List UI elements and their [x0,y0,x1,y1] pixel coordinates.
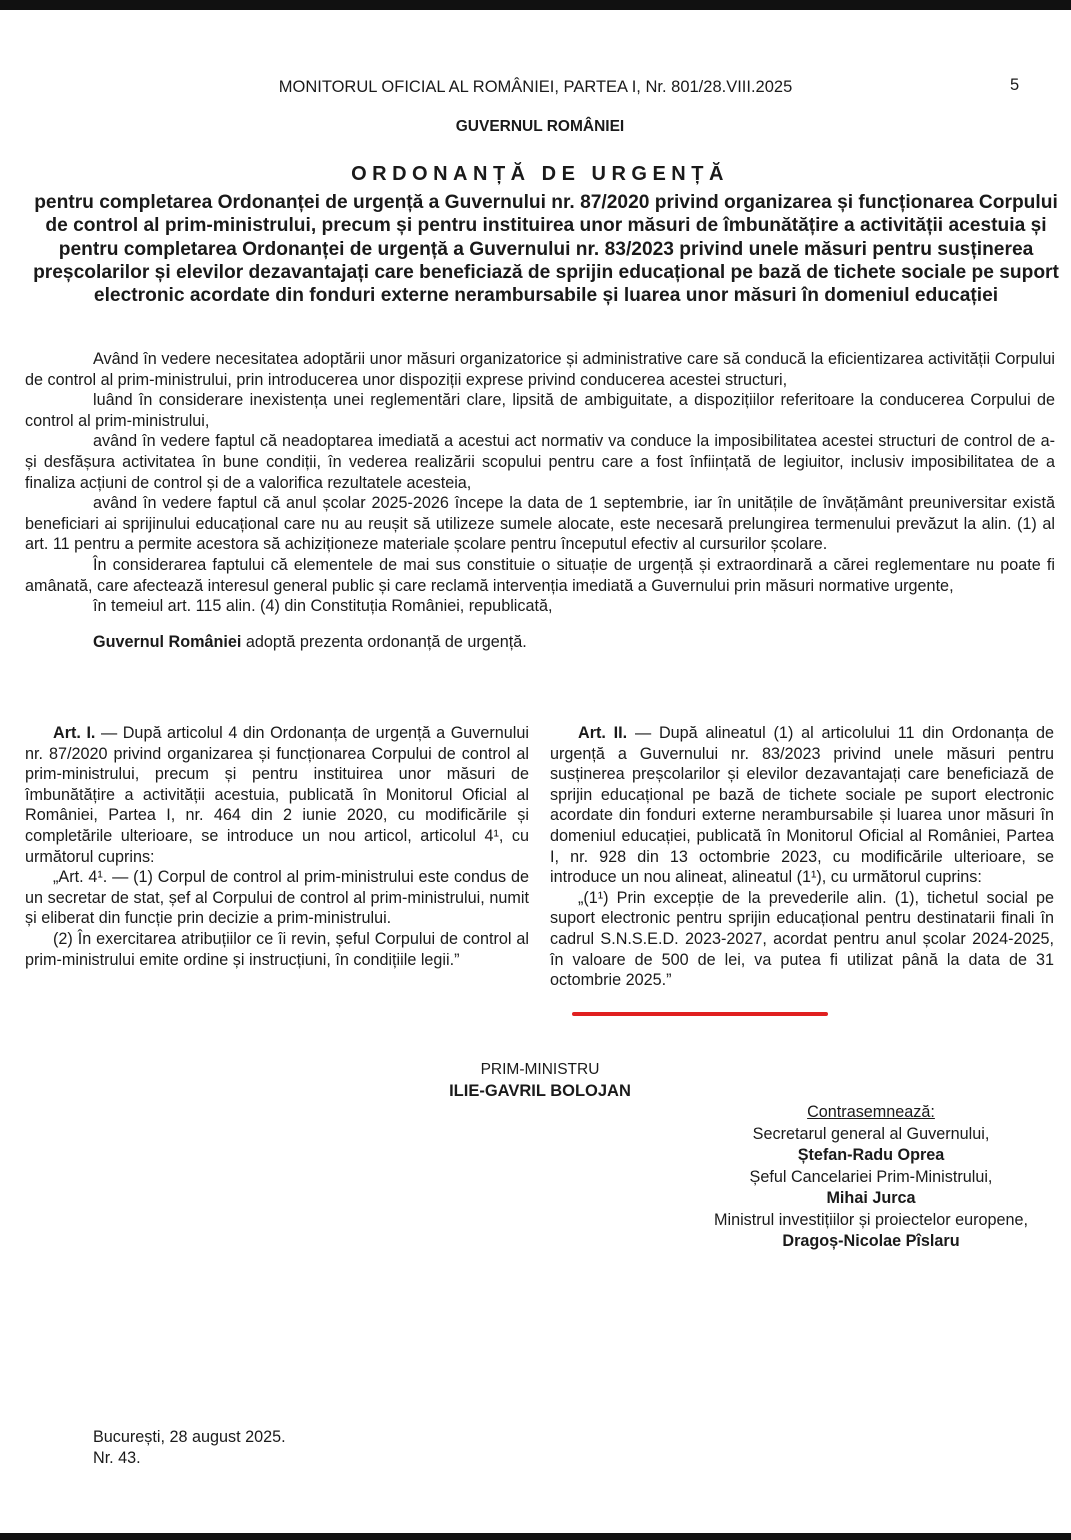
adoption-statement [25,632,1055,653]
countersigner-name: Mihai Jurca [826,1189,916,1207]
countersigner-role: Ministrul investițiilor și proiectelor europene, [714,1210,1028,1229]
article-one-label: Art. I. [53,724,96,742]
bottom-border-bar [0,1533,1071,1540]
signer-name: ILIE-GAVRIL BOLOJAN [449,1082,631,1100]
countersigner-role: Secretarul general al Guvernului, [752,1124,990,1143]
document-title: pentru completarea Ordonanței de urgență a Guvernului nr. 87/2020 privind organizarea și funcționarea Corpului de control al prim-ministrului, precum și pentru instituirea unor măsuri de îmbunătățire a activității acestuia și pentru completarea Ordonanței de urgență a Guvernului nr. 83/2023 privind unele măsuri pentru susținerea preșcolarilor și elevilor dezavantajați care beneficiază de sprijin educațional pe bază de tichete sociale pe suport electronic acordate din fonduri externe nerambursabile și luarea unor măsuri în domeniul educației [33,192,1059,307]
article-two-intro: Art. II. — După alineatul (1) al articolului 11 din Ordonanța de urgență a Guvernului nr. 83/2023 privind unele măsuri pentru susținerea preșcolarilor și elevilor dezavantajați care beneficiază de sprijin educațional pe bază de tichete sociale pe suport electronic acordate din fonduri externe nerambursabile și luarea unor măsuri în domeniul educației, publicată în Monitorul Oficial al României, Partea I, nr. 928 din 13 octombrie 2023, cu modificările ulterioare, se introduce un nou alineat, alineatul (1¹), cu următorul cuprins: [550,724,1054,887]
preamble-paragraph: în temeiul art. 115 alin. (4) din Constituția României, republicată, [93,597,553,616]
publication-header: MONITORUL OFICIAL AL ROMÂNIEI, PARTEA I, Nr. 801/28.VIII.2025 [278,78,793,96]
article-one-column [25,723,529,970]
article-one-paragraph: „Art. 4¹. — (1) Corpul de control al prim-ministrului este condus de un secretar de stat, șef al Corpului de control al prim-ministrului, numit și eliberat din funcție prin decizie a prim-ministrului. [25,868,529,928]
countersign-label: Contrasemnează: [807,1103,935,1121]
red-highlight-underline [572,1012,828,1016]
article-one-paragraph: (2) În exercitarea atribuțiilor ce îi revin, șeful Corpului de control al prim-ministrului emite ordine și instrucțiuni, în condițiile legii.” [25,929,529,969]
preamble [25,349,1055,652]
signer-role: PRIM-MINISTRU [480,1061,600,1078]
act-number: Nr. 43. [93,1449,141,1467]
countersign-block [570,1102,1071,1253]
page-number: 5 [1010,76,1020,94]
adoption-text: adoptă prezenta ordonanță de urgență. [241,632,527,651]
document-type-heading: ORDONANȚĂ DE URGENȚĂ [351,163,729,185]
preamble-paragraph: având în vedere faptul că anul școlar 2025-2026 începe la data de 1 septembrie, iar în unitățile de învățământ preuniversitar există beneficiari ai sprijinului educațional care nu au reușit să utilizeze sumele alocate, este necesară prelungirea termenului prevăzut la alin. (1) al art. 11 pentru a permite acestora să achiziționeze materiale școlare pentru începutul efectiv al cursurilor școlare. [25,494,1055,554]
preamble-paragraph: Având în vedere necesitatea adoptării unor măsuri organizatorice și administrative care să conducă la eficientizarea activității Corpului de control al prim-ministrului, prin introducerea unor dispoziții exprese privind conducerea acestei structuri, [25,350,1055,389]
countersigner-role: Șeful Cancelariei Prim-Ministrului, [749,1167,993,1186]
article-two-paragraph: „(1¹) Prin excepție de la prevederile alin. (1), tichetul social pe suport electronic pentru sprijin educațional pentru destinatarii finali în cadrul S.N.S.E.D. 2023-2027, acordat pentru anul școlar 2024-2025, în valoare de 500 de lei, va putea fi utilizat până la data de 31 octombrie 2025.” [550,888,1054,990]
issuer-heading: GUVERNUL ROMÂNIEI [455,118,625,135]
countersigner-name: Ștefan-Radu Oprea [797,1146,945,1164]
article-two-column [550,723,1054,991]
place-date-block [93,1427,286,1469]
adoption-subject: Guvernul României [93,632,242,651]
preamble-paragraph: având în vedere faptul că neadoptarea imediată a acestui act normativ va conduce la imposibilitatea acestei structuri de control de a-și desfășura activitatea în bune condiții, în vederea realizării scopului pentru care a fost înființată de legiuitor, inclusiv imposibilitatea de a finaliza acțiuni de control și de a valorifica rezultatele acesteia, [25,432,1055,492]
countersigner-name: Dragoș-Nicolae Pîslaru [782,1232,960,1250]
article-two-label: Art. II. [578,724,628,742]
preamble-paragraph: În considerarea faptului că elementele de mai sus constituie o situație de urgență și extraordinară a cărei reglementare nu poate fi amânată, care afectează interesul general public și care reclamă intervenția imediată a Guvernului prin măsuri normative urgente, [25,555,1055,595]
place-and-date: București, 28 august 2025. [93,1428,286,1446]
top-border-bar [0,0,1071,10]
preamble-paragraph: luând în considerare inexistența unei reglementări clare, lipsită de ambiguitate, a dispozițiilor referitoare la conducerea Corpului de control al prim-ministrului, [25,391,1055,430]
article-one-intro: Art. I. — După articolul 4 din Ordonanța de urgență a Guvernului nr. 87/2020 privind organizarea și funcționarea Corpului de control al prim-ministrului, precum și pentru instituirea unor măsuri de îmbunătățire a activității acestuia, publicată în Monitorul Oficial al României, Partea I, nr. 464 din 2 iunie 2020, cu modificările și completările ulterioare, se introduce un nou articol, articolul 4¹, cu următorul cuprins: [25,724,529,866]
